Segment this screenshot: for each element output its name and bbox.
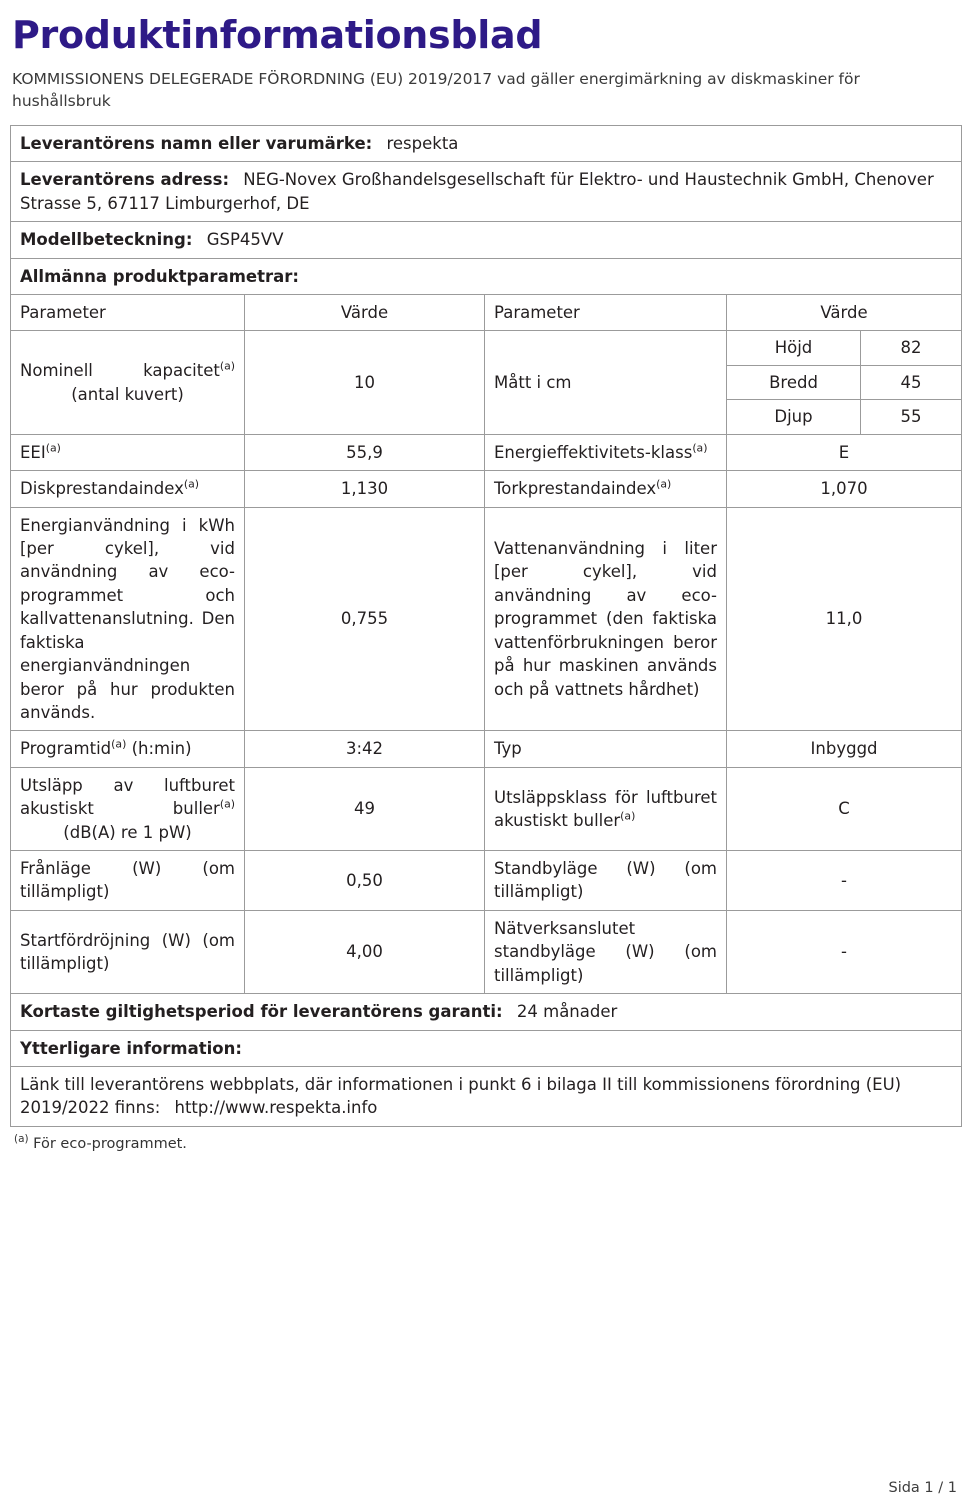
energy-class-label-cell (485, 434, 727, 470)
wash-index-label: Diskprestandaindex (20, 479, 184, 499)
product-information-sheet-page (0, 10, 971, 1510)
off-mode-label: Frånläge (W) (om tillämpligt) (11, 851, 245, 911)
warranty-cell (11, 994, 962, 1030)
noise-value: 49 (245, 767, 485, 850)
table-row-capacity-dimensions (11, 331, 962, 434)
networked-standby-label: Nätverksanslutet standbyläge (W) (om tillämpligt) (485, 910, 727, 993)
dimension-value-width: 45 (861, 365, 962, 399)
capacity-label-line1: Nominell kapacitet (20, 361, 220, 381)
noise-class-value: C (727, 767, 962, 850)
additional-info-heading: Ytterligare information: (11, 1030, 962, 1066)
noise-class-label-sup: (a) (620, 809, 636, 823)
type-value: Inbyggd (727, 731, 962, 767)
table-row-model (11, 222, 962, 258)
program-time-label: Programtid (20, 739, 112, 759)
dry-index-value: 1,070 (727, 471, 962, 507)
table-row-dimension-width (727, 365, 961, 399)
dry-index-label-sup: (a) (656, 477, 672, 491)
additional-info-cell (11, 1067, 962, 1127)
table-row-warranty (11, 994, 962, 1030)
energy-use-label: Energianvändning i kWh [per cykel], vid användning av eco-programmet och kallvattenanslutning. Den faktiska energianvändningen beror på hur produkten används. (11, 507, 245, 731)
supplier-name-value: respekta (386, 133, 459, 153)
capacity-label-sup: (a) (219, 359, 235, 373)
dimension-label-width: Bredd (727, 365, 861, 399)
table-header-row (11, 295, 962, 331)
dimension-value-height: 82 (861, 331, 962, 365)
warranty-label: Kortaste giltighetsperiod för leverantörens garanti: (20, 1002, 503, 1022)
noise-label-sup: (a) (219, 797, 235, 811)
table-row-startdelay-networked (11, 910, 962, 993)
water-use-value: 11,0 (727, 507, 962, 731)
additional-info-text: Länk till leverantörens webbplats, där informationen i punkt 6 i bilaga II till kommissionens förordning (EU) 2019/2022 finns: (20, 1075, 902, 1118)
program-time-label-sup: (a) (111, 737, 127, 751)
table-row-noise (11, 767, 962, 850)
table-row-dimension-height (727, 331, 961, 365)
table-row-supplier-address (11, 162, 962, 222)
model-label: Modellbeteckning: (20, 230, 193, 250)
header-parameter-left: Parameter (11, 295, 245, 331)
eei-label-cell (11, 434, 245, 470)
header-parameter-right: Parameter (485, 295, 727, 331)
wash-index-label-sup: (a) (183, 477, 200, 491)
energy-use-value: 0,755 (245, 507, 485, 731)
energy-class-label: Energieffektivitets-klass (494, 442, 693, 462)
energy-class-label-sup: (a) (692, 441, 708, 455)
wash-index-value: 1,130 (245, 471, 485, 507)
footnote-text: För eco-programmet. (33, 1135, 187, 1152)
table-row-additional-heading (11, 1030, 962, 1066)
table-row-performance-indices (11, 471, 962, 507)
noise-class-label: Utsläppsklass för luftburet akustiskt buller (494, 787, 717, 830)
wash-index-label-cell (11, 471, 245, 507)
table-row-additional-body (11, 1067, 962, 1127)
noise-label-cell (11, 767, 245, 850)
start-delay-value: 4,00 (245, 910, 485, 993)
program-time-label-cell (11, 731, 245, 767)
supplier-name-cell (11, 125, 962, 161)
standby-mode-value: - (727, 851, 962, 911)
supplier-address-cell (11, 162, 962, 222)
footnote-marker: (a) (14, 1133, 29, 1146)
capacity-label-cell (11, 331, 245, 434)
product-parameters-table (10, 125, 962, 1127)
table-row-section-heading (11, 258, 962, 294)
supplier-website-link[interactable]: http://www.respekta.info (174, 1098, 378, 1118)
type-label: Typ (485, 731, 727, 767)
supplier-name-label: Leverantörens namn eller varumärke: (20, 133, 373, 153)
standby-mode-label: Standbyläge (W) (om tillämpligt) (485, 851, 727, 911)
program-time-value: 3:42 (245, 731, 485, 767)
page-number-footer: Sida 1 / 1 (888, 1480, 957, 1496)
dimension-value-depth: 55 (900, 407, 922, 427)
noise-label-line1: Utsläpp av luftburet akustiskt buller (20, 775, 235, 819)
capacity-label-line2: (antal kuvert) (71, 384, 184, 404)
networked-standby-value: - (727, 910, 962, 993)
start-delay-label: Startfördröjning (W) (om tillämpligt) (11, 910, 245, 993)
table-row-dimension-depth (727, 400, 961, 434)
capacity-value: 10 (245, 331, 485, 434)
header-value-left: Värde (245, 295, 485, 331)
program-time-label-suffix: (h:min) (131, 739, 192, 759)
eei-label: EEI (20, 442, 46, 462)
energy-class-value: E (727, 434, 962, 470)
off-mode-value: 0,50 (245, 851, 485, 911)
dimensions-label: Mått i cm (485, 331, 727, 434)
model-value: GSP45VV (206, 230, 284, 250)
supplier-address-label: Leverantörens adress: (20, 170, 230, 190)
dimension-label-height: Höjd (727, 331, 861, 365)
dimension-label-depth: Djup (727, 400, 861, 434)
dry-index-label: Torkprestandaindex (494, 479, 657, 499)
noise-class-label-cell (485, 767, 727, 850)
footnote (14, 1133, 961, 1152)
eei-value: 55,9 (245, 434, 485, 470)
warranty-value: 24 månader (516, 1002, 618, 1022)
eei-label-sup: (a) (45, 441, 61, 455)
table-row-consumption (11, 507, 962, 731)
table-row-offmode-standby (11, 851, 962, 911)
model-cell (11, 222, 962, 258)
regulation-subtitle: KOMMISSIONENS DELEGERADE FÖRORDNING (EU) 2019/2017 vad gäller energimärkning av diskmaskiner för hushållsbruk (12, 70, 860, 111)
table-row-programtime-type (11, 731, 962, 767)
general-parameters-heading: Allmänna produktparametrar: (11, 258, 962, 294)
supplier-address-value: NEG-Novex Großhandelsgesellschaft für Elektro- und Haustechnik GmbH, Chenover Strasse 5, 67117 Limburgerhof, DE (20, 170, 934, 213)
dimensions-subtable-cell (727, 331, 962, 434)
table-row-eei-energyclass (11, 434, 962, 470)
water-use-label: Vattenanvändning i liter [per cykel], vid användning av eco-programmet (den faktiska vattenförbrukningen beror på hur maskinen används och på vattnets hårdhet) (485, 507, 727, 731)
header-value-right: Värde (727, 295, 962, 331)
table-row-supplier-name (11, 125, 962, 161)
page-title: Produktinformationsblad (12, 13, 543, 57)
dimensions-subtable (727, 331, 961, 433)
noise-label-line2: (dB(A) re 1 pW) (63, 822, 192, 842)
dry-index-label-cell (485, 471, 727, 507)
